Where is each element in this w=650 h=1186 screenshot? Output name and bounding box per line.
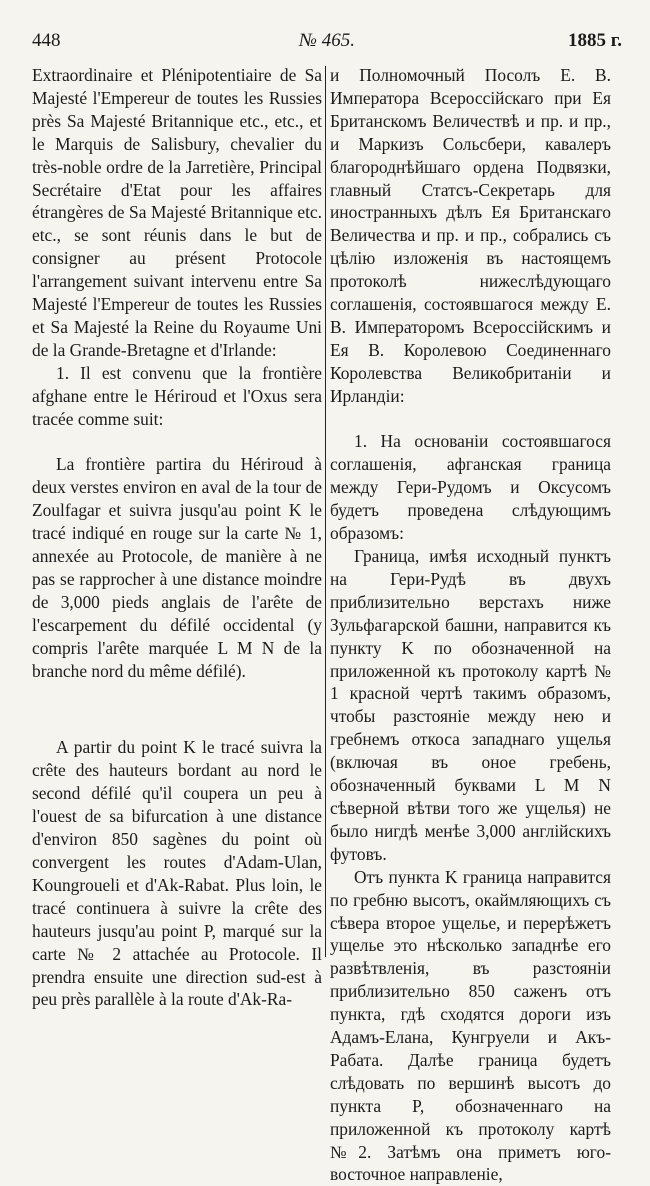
french-article-1: 1. Il est convenu que la frontière afghane entre le Hériroud et l'Oxus sera tracée comme suit: (32, 362, 322, 429)
french-column (32, 64, 322, 1011)
french-intro-paragraph: Extraordinaire et Plénipotentiaire de Sa Majesté l'Empereur de toutes les Russies près Sa Majesté Britannique etc., etc., et le Marquis de Salisbury, chevalier du très-noble ordre de la Jarretière, Principal Secrétaire d'Etat pour les affaires étrangères de Sa Majesté Britannique etc. etc., se sont réunis dans le but de consigner au présent Protocole l'arrangement suivant intervenu entre Sa Majesté l'Empereur de toutes les Russies et Sa Majesté la Reine du Royaume Uni de la Grande-Bretagne et d'Irlande: (32, 65, 322, 360)
russian-paragraph-3: Отъ пункта K граница направится по гребню высотъ, окаймляющихъ съ сѣвера второе ущелье, и перерѣжетъ ущелье это нѣсколько западнѣе его развѣтвленія, въ разстояніи приблизительно 850 саженъ отъ пункта, гдѣ сходятся дороги изъ Адамъ-Елана, Кунгруели и Акъ-Рабата. Далѣе граница будетъ слѣдовать по вершинѣ высотъ до пункта P, обозначеннаго на приложенной къ протоколу картѣ №2. Затѣмъ она приметъ юго-восточное направленіе, (330, 866, 611, 1185)
spacer (32, 682, 322, 736)
year-label: 1885 г. (568, 30, 622, 51)
spacer (330, 408, 611, 431)
french-paragraph-3: A partir du point K le tracé suivra la crête des hauteurs bordant au nord le second défilé qu'il coupera un peu à l'ouest de sa bifurcation à une distance d'environ 850 sagènes du point où convergent les routes d'Adam-Ulan, Koungroueli et d'Ak-Rabat. Plus loin, le tracé continuera à suivre la crête des hauteurs jusqu'au point P, marqué sur la carte № 2 attachée au Protocole. Il prendra ensuite une direction sud-est à peu près parallèle à la route d'Ak-Ra- (32, 737, 322, 1010)
russian-article-1: 1. На основаніи состоявшагося соглашенія, афганская граница между Гери-Рудомъ и Оксусомъ будетъ проведена слѣдующимъ образомъ: (330, 431, 611, 544)
russian-paragraph-2: Граница, имѣя исходный пунктъ на Гери-Рудѣ въ двухъ приблизительно верстахъ ниже Зульфагарской башни, направится къ пункту K по обозначенной на приложенной къ протоколу картѣ № 1 красной чертѣ такимъ образомъ, чтобы разстояніе между нею и гребнемъ откоса западнаго ущелья (включая въ оное гребень, обозначенный буквами L M N сѣверной вѣтви того же ущелья) не было нигдѣ менѣе 3,000 англійскихъ футовъ. (330, 546, 611, 864)
russian-column (330, 64, 611, 1186)
russian-intro-paragraph: и Полномочный Посолъ Е. В. Императора Всероссійскаго при Ея Британскомъ Величествѣ и пр. и пр., и Маркизъ Сольсбери, кавалеръ благороднѣйшаго ордена Подвязки, главный Статсъ-Секретарь для иностранныхъ дѣлъ Ея Британскаго Величества и пр. и пр., собрались съ цѣлію изложенія въ настоящемъ протоколѣ нижеслѣдующаго соглашенія, состоявшагося между Е. В. Императоромъ Всероссійскимъ и Ея В. Королевою Соединеннаго Королевства Великобританіи и Ирландіи: (330, 65, 611, 406)
document-number: № 465. (299, 30, 355, 51)
page-number: 448 (32, 30, 61, 51)
column-divider (325, 66, 326, 957)
spacer (32, 431, 322, 454)
page-header (32, 30, 622, 54)
french-paragraph-2: La frontière partira du Hériroud à deux verstes environ en aval de la tour de Zoulfagar et suivra jusqu'au point K le tracé indiqué en rouge sur la carte № 1, annexée au Protocole, de manière à ne pas se rapprocher à une distance moindre de 3,000 pieds anglais de l'arête de l'escarpement du défilé occidental (y compris l'arête marquée L M N de la branche nord du même défilé). (32, 454, 322, 681)
